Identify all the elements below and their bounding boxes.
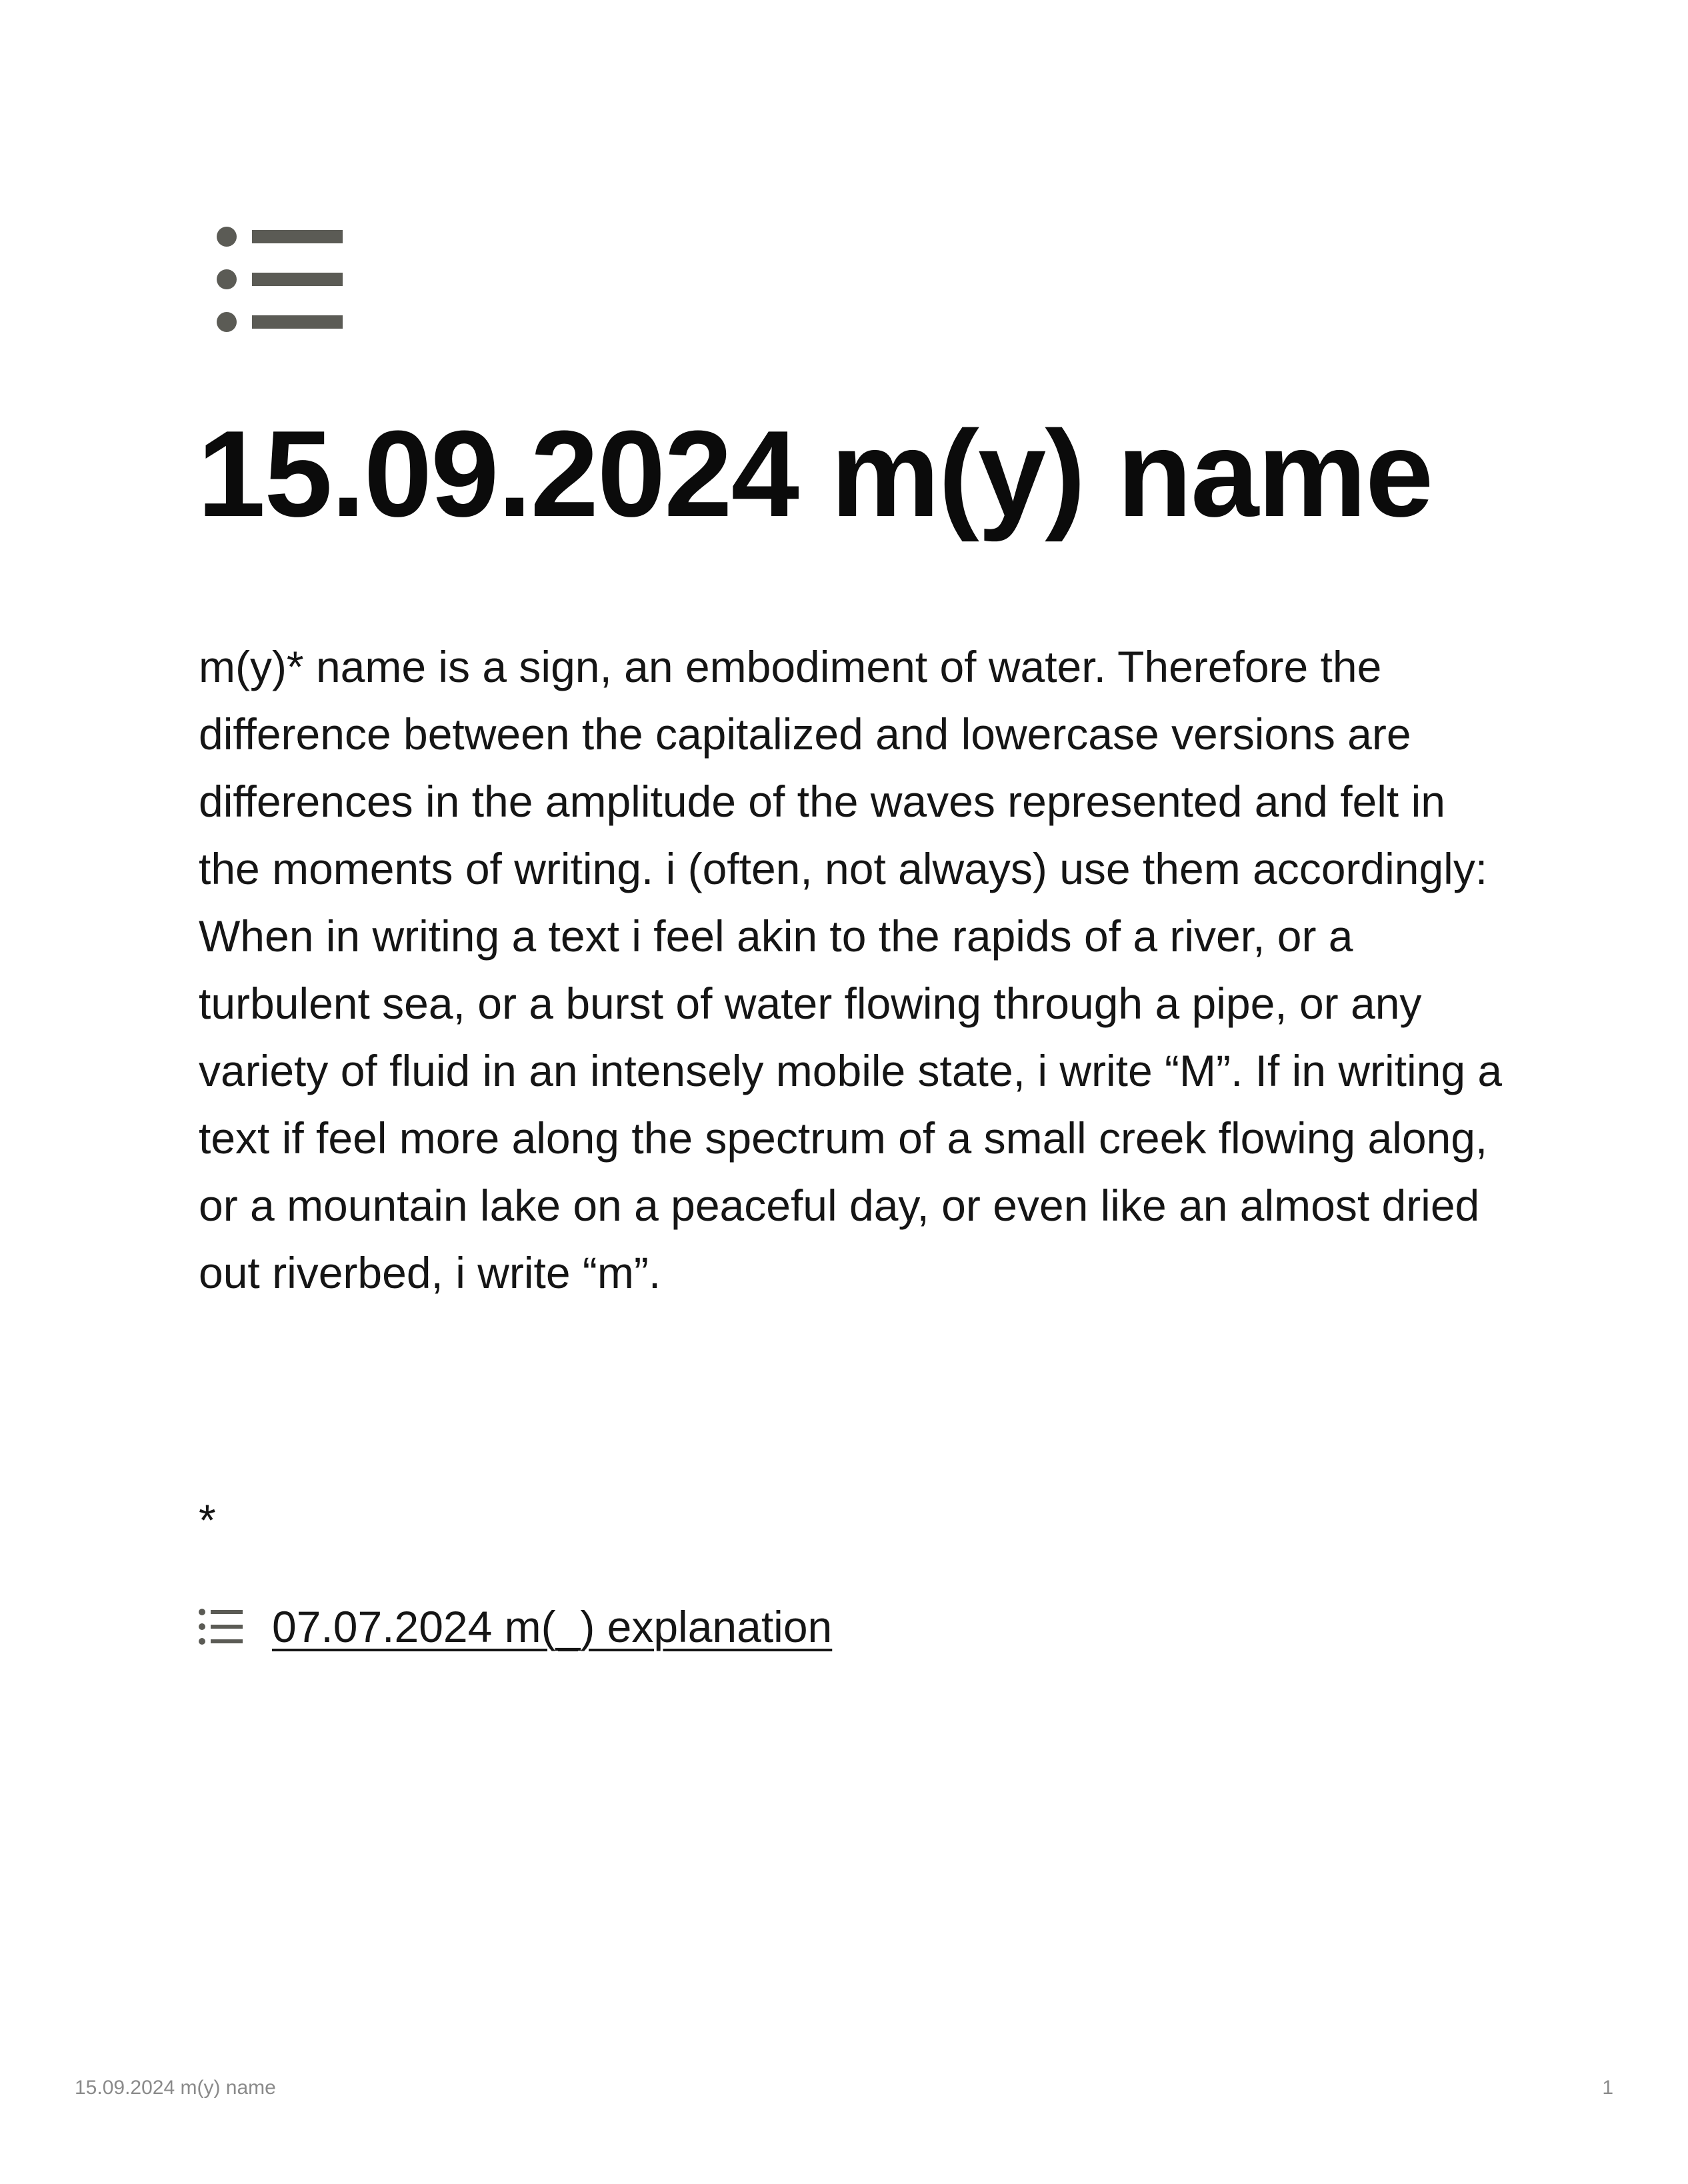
footer-title: 15.09.2024 m(y) name: [75, 2077, 276, 2099]
linked-page[interactable]: [199, 1593, 832, 1660]
bulleted-list-icon: [216, 225, 343, 333]
footer-page-number: 1: [1602, 2077, 1613, 2099]
linked-page-link[interactable]: 07.07.2024 m(_) explanation: [272, 1602, 833, 1651]
footnote-marker: *: [199, 1495, 216, 1545]
body-paragraph: m(y)* name is a sign, an embodiment of water. Therefore the difference between the capitalized and lowercase versions are differences in the amplitude of the waves represented and felt in the moments of writing. i (often, not always) use them accordingly: When in writing a text i feel akin to the rapids of a river, or a turbulent sea, or a burst of water flowing through a pipe, or any variety of fluid in an intensely mobile state, i write “M”. If in writing a text if feel more along the spectrum of a small creek flowing along, or a mountain lake on a peaceful day, or even like an almost dried out riverbed, i write “m”.: [199, 642, 1503, 1297]
page-title: 15.09.2024 m(y) name: [197, 405, 1433, 542]
bulleted-list-icon: [199, 1608, 243, 1645]
